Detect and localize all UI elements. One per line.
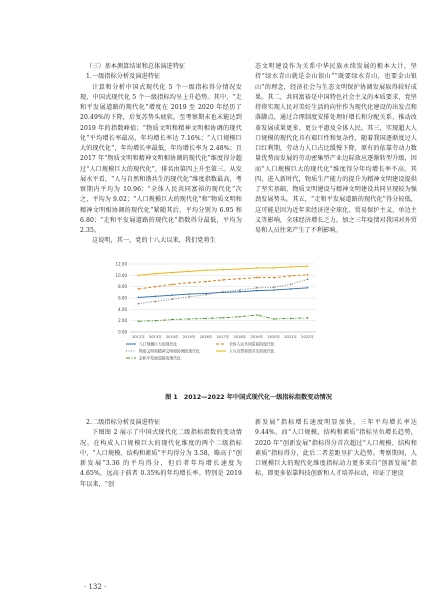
data-point [307,317,309,319]
page-number: · 132 · [84,583,107,591]
line-chart [104,258,324,368]
data-point [222,291,224,293]
chart-y-ticks [116,262,128,335]
data-point [205,318,207,320]
data-point [256,314,258,316]
bottom-right-paragraph: 新发展”指标增长速度明显加快，三年平均增长率达 9.44%，而“人口规模、结构和素质”指标呈负增长趋势，2020 年“创新发展”指标得分首次超过“人口规模、结构和素质”指标得分，此后二者差距呈扩大趋势。考察期间，人口规模巨大的现代化维度指标动力更多来自“创新发展”指标，即更多依靠科技创新和人才培养拉动，印证了建设 [255,419,417,478]
data-point [290,266,292,268]
y-tick-label: 8.00 [118,284,127,290]
data-point [307,265,309,267]
series-line [138,266,307,275]
top-left-paragraph: （三）基本测算结果和总体演进特征 [86,63,186,70]
data-point [188,293,190,295]
data-point [239,316,241,318]
data-point [138,297,140,299]
x-tick-label: 2012年 [132,335,145,339]
y-tick-label: 6.00 [118,295,127,301]
data-point [273,289,275,291]
data-point [256,287,258,289]
data-point [138,320,140,322]
data-point [205,294,207,296]
data-point [188,296,190,298]
y-tick-label: 4.00 [118,306,127,312]
x-tick-label: 2022年 [301,335,314,339]
data-point [307,287,309,289]
legend-label: 人口规模巨大的现代化 [139,341,177,347]
y-tick-label: 10.00 [115,272,127,278]
top-left-paragraph: 这说明，其一，党的十八大以来，我们党将生 [92,237,216,245]
y-tick-label: 0.00 [118,329,127,335]
legend-label: 人与自然和谐共生的现代化 [229,348,275,354]
data-point [155,273,157,275]
data-point [256,290,258,292]
data-point [171,284,173,286]
data-point [138,288,140,290]
body-text-bottom-right [255,418,417,480]
data-point [307,274,309,276]
x-tick-label: 2019年 [250,335,264,339]
data-point [290,284,292,286]
data-point [138,275,140,277]
data-point [273,318,275,320]
data-point [239,289,241,291]
data-point [222,279,224,281]
top-left-paragraph: 计算和分析中国式现代化 5 个一级指标得分情况发现，中国式现代化 5 个一级指标均呈上升趋势。其中，“走和平发展道路的现代化”增度在 2019 至 2020 年经历了 20.49%的下降，后复苏势头疲软，至考察期末也未能达到 2019 年的指数峰值；“物质文明和精神文明相协调的现代化”平均增长率最高，年均增长率达 7.16%；“人口规模巨大的现代化”，年均增长率最低，年均增长率为 2.48%；且 2017 年“物质文明和精神文明相协调的现代化”维度得分超过“人口规模巨大的现代化”，排名由第四上升至第三。从发展水平看，“人与自然和谐共生的现代化”维度指数最高，考察期内平均为 10.96；“全体人民共同富裕的现代化”次之，平均为 9.02；“人口规模巨大的现代化”和“物质文明和精神文明相协调的现代化”紧随其后，平均分别为 6.95 和 6.80；“走和平发展道路的现代化”指数得分最低，平均为 2.35。 [80,83,242,234]
y-tick-label: 2.00 [118,318,127,324]
data-point [188,318,190,320]
data-point [205,269,207,271]
data-point [138,303,140,305]
data-point [273,277,275,279]
data-point [171,272,173,274]
x-tick-label: 2018年 [233,335,247,339]
data-point [256,277,258,279]
x-tick-label: 2015年 [182,335,196,339]
chart-legend [126,341,275,360]
bottom-left-paragraph: 2.二级指标分析及演进特征 [86,419,161,426]
top-right-paragraph: 态文明建设作为关系中华民族永续发展的根本大计，坚持“绿水青山就是金山银山”“既要绿水青山，也要金山银山”的理念，经济社会与生态文明保护协调发展取得较好成果。其二，共同富裕是中国特色社会主义的本质要求，党坚持将实现人民对美好生活的向往作为现代化建设的出发点和落脚点，通过合理制度安排处理好增长和分配关系，推动改革发展成果更多、更公平惠及全体人民。其三，实现超大人口规模的现代化具有艰巨性和复杂性，随着我国逐渐度过人口红利期，劳动力人口占比缓慢下降，原有的依靠劳动力数量优势而发展的劳动密集型产业边际效应逐渐转型升级，因而“人口规模巨大的现代化”维度得分年均增长率不高。其四，进入新时代，物质生产能力的提升为精神文明建设提供了坚实基础，物质文明建设与精神文明建设共同呈现较为强劲发展势头。其五，“走和平发展道路的现代化”得分较低，这可能是因为近年来经济逆全球化、贸易保护主义、单边主义等影响，全球经济增长乏力，加之三年疫情对我国对外贸易和人员往来产生了不利影响。 [255,63,417,234]
chart-x-ticks [132,334,314,339]
data-point [188,282,190,284]
body-text-bottom-left [80,418,242,490]
x-tick-label: 2016年 [199,335,213,339]
data-point [155,296,157,298]
data-point [307,279,309,281]
data-point [171,298,173,300]
data-point [205,281,207,283]
data-point [155,301,157,303]
data-point [171,319,173,321]
x-tick-label: 2013年 [148,335,162,339]
data-point [239,278,241,280]
data-point [155,286,157,288]
body-text-top-right [255,62,417,236]
data-point [256,267,258,269]
legend-label: 全体人民共同富裕的现代化 [229,341,275,347]
data-point [290,318,292,320]
data-point [171,294,173,296]
data-point [155,320,157,322]
figure-caption: 图 1 2012—2022 年中国式现代化一级指标指数变动情况 [165,394,332,401]
x-tick-label: 2021年 [284,335,298,339]
x-tick-label: 2017年 [216,335,230,339]
x-tick-label: 2014年 [165,335,179,339]
data-point [222,269,224,271]
data-point [188,271,190,273]
data-point [239,291,241,293]
top-left-paragraph: 1.一级指标分析及演进特征 [86,73,161,81]
data-point [239,268,241,270]
chart-grid [130,264,316,332]
data-point [290,275,292,277]
bottom-left-paragraph: 下图图 2 展示了中国式现代化二级指标指数的变动情况。在构成人口规模巨大的现代化维度的两个二级指标中，“人口规模、结构和素质”平均得分为 3.58，略高于“创新发展”3.36 的平均得分，但后者年均增长速度为 4.65%，远高于前者 0.35%的年均增长率。特别是 2019 年以来，“创 [80,429,242,488]
data-point [290,288,292,290]
y-tick-label: 12.00 [115,261,127,267]
body-text-top-left [80,62,242,247]
x-tick-label: 2020年 [267,335,281,339]
chart-series [138,265,309,322]
data-point [273,286,275,288]
data-point [222,317,224,319]
legend-label: 物质文明和精神文明相协调的现代化 [139,348,200,354]
legend-label: 走和平发展道路的现代化 [139,355,181,361]
data-point [273,267,275,269]
